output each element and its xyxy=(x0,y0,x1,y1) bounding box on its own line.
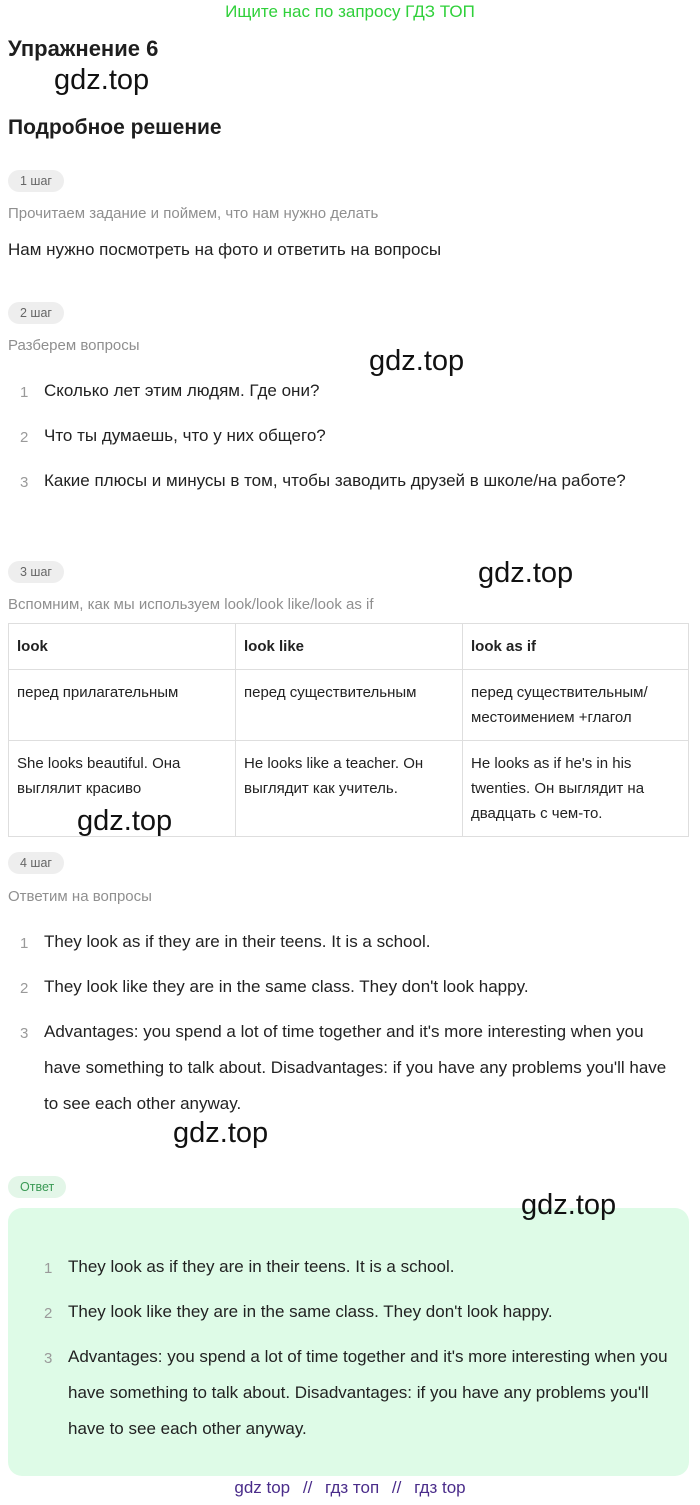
watermark: gdz.top xyxy=(54,64,150,96)
list-item-number: 1 xyxy=(20,935,29,952)
list-item xyxy=(20,472,684,499)
list-item-number: 2 xyxy=(44,1305,53,1322)
table-cell: перед существительным/ местоимением +глагол xyxy=(463,670,689,741)
step-1-badge xyxy=(8,170,64,192)
step-1-hint: Прочитаем задание и поймем, что нам нужно делать xyxy=(8,205,379,222)
table-row xyxy=(9,670,689,741)
footer-link-gdz-top-mixed[interactable]: гдз top xyxy=(414,1478,466,1497)
list-item-text: Какие плюсы и минусы в том, чтобы заводить друзей в школе/на работе? xyxy=(44,471,626,490)
footer-separator: // xyxy=(302,1478,313,1497)
step-3-hint: Вспомним, как мы используем look/look like/look as if xyxy=(8,596,374,613)
footer-separator: // xyxy=(391,1478,402,1497)
footer-links xyxy=(0,1478,700,1498)
step-4-label: 4 шаг xyxy=(8,852,64,874)
table-cell: She looks beautiful. Она выглялит красиво xyxy=(9,741,236,837)
page-title: Упражнение 6 xyxy=(8,36,159,61)
step-2-label: 2 шаг xyxy=(8,302,64,324)
list-item-number: 1 xyxy=(44,1260,53,1277)
list-item-text: Что ты думаешь, что у них общего? xyxy=(44,426,326,445)
step-3-label: 3 шаг xyxy=(8,561,64,583)
list-item-text: They look like they are in the same class. They don't look happy. xyxy=(68,1302,553,1321)
list-item xyxy=(20,978,684,1005)
watermark: gdz.top xyxy=(369,345,465,377)
table-header-cell: look xyxy=(9,624,236,670)
table-cell: He looks like a teacher. Он выглядит как учитель. xyxy=(236,741,463,837)
list-item xyxy=(44,1303,668,1330)
list-item xyxy=(20,382,684,409)
table-header-row xyxy=(9,624,689,670)
step-3-badge xyxy=(8,561,64,583)
answer-badge xyxy=(8,1176,66,1198)
list-item xyxy=(20,933,684,960)
step-4-hint: Ответим на вопросы xyxy=(8,888,152,905)
list-item-number: 2 xyxy=(20,429,29,446)
answer-label: Ответ xyxy=(8,1176,66,1198)
table-cell: перед прилагательным xyxy=(9,670,236,741)
table-cell: перед существительным xyxy=(236,670,463,741)
list-item xyxy=(20,1023,684,1122)
list-item-text: Advantages: you spend a lot of time together and it's more interesting when you have something to talk about. Disadvantages: if you have any problems you'll have to see each other anyway. xyxy=(44,1022,667,1113)
step-1-label: 1 шаг xyxy=(8,170,64,192)
step-2-badge xyxy=(8,302,64,324)
list-item xyxy=(44,1258,668,1285)
step-2-hint: Разберем вопросы xyxy=(8,337,140,354)
list-item-text: Сколько лет этим людям. Где они? xyxy=(44,381,320,400)
list-item xyxy=(44,1348,668,1447)
watermark: gdz.top xyxy=(521,1189,617,1221)
watermark: gdz.top xyxy=(478,557,574,589)
list-item xyxy=(20,427,684,454)
list-item-number: 3 xyxy=(20,1025,29,1042)
footer-link-gdz-top[interactable]: gdz top xyxy=(234,1478,291,1497)
list-item-number: 2 xyxy=(20,980,29,997)
watermark: gdz.top xyxy=(173,1117,269,1149)
footer-link-gdz-top-ru[interactable]: гдз топ xyxy=(325,1478,380,1497)
table-header-cell: look like xyxy=(236,624,463,670)
list-item-number: 3 xyxy=(20,474,29,491)
list-item-text: They look as if they are in their teens. It is a school. xyxy=(44,932,431,951)
list-item-text: They look like they are in the same class. They don't look happy. xyxy=(44,977,529,996)
list-item-text: Advantages: you spend a lot of time together and it's more interesting when you have something to talk about. Disadvantages: if you have any problems you'll have to see each other anyway. xyxy=(68,1347,668,1438)
solution-heading: Подробное решение xyxy=(8,116,222,139)
watermark: gdz.top xyxy=(77,805,173,837)
list-item-number: 1 xyxy=(20,384,29,401)
search-banner: Ищите нас по запросу ГДЗ ТОП xyxy=(225,2,475,21)
list-item-number: 3 xyxy=(44,1350,53,1367)
list-item-text: They look as if they are in their teens. It is a school. xyxy=(68,1257,455,1276)
table-header-cell: look as if xyxy=(463,624,689,670)
step-4-badge xyxy=(8,852,64,874)
step-1-text: Нам нужно посмотреть на фото и ответить на вопросы xyxy=(8,240,442,259)
table-cell: He looks as if he's in his twenties. Он выглядит на двадцать с чем-то. xyxy=(463,741,689,837)
